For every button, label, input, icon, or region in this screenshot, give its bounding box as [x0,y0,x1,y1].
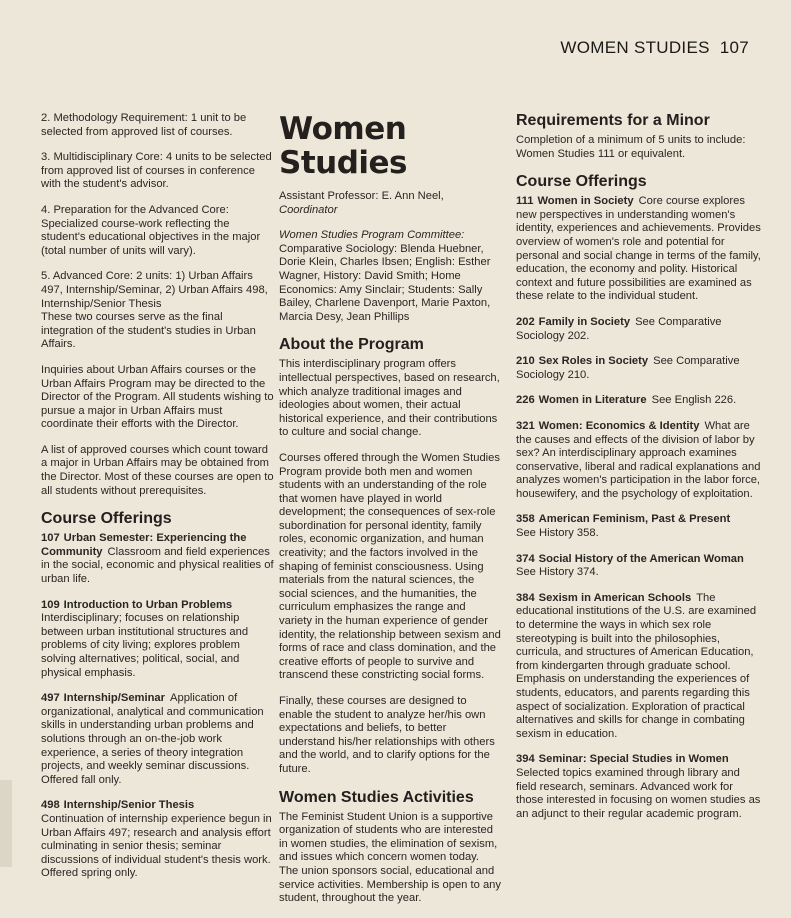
running-head [550,38,749,58]
department-title-line: Women [279,111,407,147]
course-number: 202 [516,315,535,328]
course-title: Introduction to Urban Problems [63,598,233,611]
section-heading-course-offerings: Course Offerings [516,173,647,191]
paragraph: Finally, these courses are designed to enable the student to analyze her/his own expectations and beliefs, to better understand his/her relationships with others and the world, and to clarify options for the future. [279,695,495,775]
paragraph: The Feminist Student Union is a supportive organization of students who are interested in women studies, the elimination of sexism, and issues which concern women today. The union sponsors social, educational and service activities. Membership is open to any student, throughout the year. [279,810,501,905]
course-description: Core course explores new perspectives in understanding women's identity, experiences and achievements. Provides overview of women's role and potential for personal and social change in terms of the family, education, the economy and polity. Historical context and future possibilities are examined as these relate to the individual student. [516,195,761,303]
course-title: Women: Economics & Identity [538,419,700,432]
course-description: The educational institutions of the U.S. are examined to determine the ways in which sex role stereotyping is built into the philosophies, curricula, and structures of American Education, from kindergarten through graduate school. Emphasis on understanding the experiences of students, educators, and parents regarding this aspect of socialization. Exploration of practical alternatives and skills for change in combating sexism in education. [516,591,757,740]
page-number: 107 [719,38,749,57]
course-title: Women in Literature [538,394,647,407]
course-title: Women in Society [537,195,634,208]
course-description: Classroom and field experiences in the social, economic and physical realities of urban life. [41,545,274,586]
paragraph: Completion of a minimum of 5 units to include: Women Studies 111 or equivalent. [516,134,746,160]
paragraph: 3. Multidisciplinary Core: 4 units to be selected from approved list of courses in conference with the student's advisor. [41,151,272,191]
course-entry [516,195,762,304]
course-number: 210 [516,355,535,368]
section-heading-about: About the Program [279,336,424,354]
column-urban-affairs [41,112,275,893]
course-entry [516,420,762,502]
course-entry [516,394,762,408]
faculty-role: Coordinator [279,203,338,216]
course-description: See Comparative Sociology 202. [516,315,722,342]
section-heading-activities: Women Studies Activities [279,788,474,806]
section-heading-course-offerings: Course Offerings [41,510,172,528]
course-entry [516,592,762,742]
course-description: What are the causes and effects of the division of labor by sex? An interdisciplinary approach examines conservative, liberal and radical explanations and analyzes women's participation in the labor force, housewifery, and the psychology of exploitation. [516,419,761,500]
faculty-line [279,190,501,217]
section-heading-minor: Requirements for a Minor [516,112,710,129]
course-entry [516,753,762,821]
course-title: Family in Society [538,315,631,328]
course-title: Sex Roles in Society [538,355,649,368]
course-title: Internship/Senior Thesis [63,799,195,812]
course-description: See Comparative Sociology 210. [516,355,740,381]
course-title: American Feminism, Past & Present [538,513,731,526]
column-women-studies [279,112,501,918]
course-title: Internship/Seminar [63,692,166,705]
paragraph: Courses offered through the Women Studies Program provide both men and women students with an understanding of the role that women have played in world development; the consequences of sex-role subordination for personal identity, family roles, economic organization, and human creativity; and the factors involved in the shaping of feminist consciousness. Using materials from the natural sciences, the social sciences, and the humanities, the curriculum emphasizes the range and variety in the human experience of gender identity, the relationship between sexism and forms of race and class domination, and the creative efforts of people to survive and transcend these constricting social forms. [279,451,501,682]
course-description: See History 358. [516,527,599,540]
course-number: 498 [41,799,60,812]
course-entry [41,692,275,787]
course-description: Continuation of internship experience begun in Urban Affairs 497; research and analysis effort culminating in senior thesis; seminar discussions of individual student's thesis work. Offered spring only. [41,812,272,880]
course-title: Sexism in American Schools [538,591,692,604]
course-description: See English 226. [651,394,737,407]
course-title: Social History of the American Woman [538,552,744,565]
paragraph: 4. Preparation for the Advanced Core: Specialized course-work reflecting the student's educational objectives in the major (total number of units will vary). [41,203,261,257]
course-number: 358 [516,513,535,526]
course-title: Seminar: Special Studies in Women [538,753,729,766]
course-description: See History 374. [516,566,599,579]
section-title: WOMEN STUDIES [560,38,710,57]
course-number: 107 [41,532,60,545]
committee-members: Comparative Sociology: Blenda Huebner, Dorie Klein, Charles Ibsen; English: Esther Wagner, History: David Smith; Home Economics: Amy Sinclair; Students: Sally Bailey, Charlene Davenport, Marie Paxton, Marcia Desy, Jean Phillips [279,242,491,323]
course-number: 111 [516,195,534,208]
course-entry [516,513,762,540]
course-entry [516,316,762,343]
paragraph: This interdisciplinary program offers intellectual perspectives, based on research, which analyze traditional images and ideologies about women, their actual historical experience, and their contributions to culture and social change. [279,358,500,439]
course-description: Selected topics examined through library and field research, seminars. Advanced work for those interested in focusing on women studies as an adjunct to their regular academic program. [516,766,761,820]
paragraph: 2. Methodology Requirement: 1 unit to be selected from approved list of courses. [41,112,247,138]
course-entry [516,553,762,580]
course-number: 384 [516,591,535,604]
committee [279,229,501,324]
paragraph: A list of approved courses which count toward a major in Urban Affairs may be obtained from the Director. Most of these courses are open to all students without prerequisites. [41,443,274,497]
department-title-line: Studies [279,145,408,181]
course-number: 394 [516,753,535,766]
course-number: 321 [516,419,535,432]
paragraph: Inquiries about Urban Affairs courses or the Urban Affairs Program may be directed to the Director of the Program. All students wishing to pursue a major in Urban Affairs must coordinate their efforts with the Director. [41,363,274,431]
page-edge-shadow [0,780,12,867]
committee-label: Women Studies Program Committee: [279,229,465,242]
paragraph: These two courses serve as the final integration of the student's studies in Urban Affairs. [41,311,256,351]
course-number: 226 [516,394,535,407]
column-minor-courses [516,112,762,833]
course-description: Application of organizational, analytical and communication skills in understanding urban problems and solutions through an on-the-job work experience, a series of theory integration projects, and weekly seminar discussions. Offered fall only. [41,692,264,786]
faculty-name: Assistant Professor: E. Ann Neel, [279,190,444,202]
course-entry [41,799,275,881]
course-number: 497 [41,692,60,705]
course-entry [41,532,275,586]
course-description: Interdisciplinary; focuses on relationship between urban institutional structures and problems of city living; explores problem solving alternatives; political, social, and physical emphasis. [41,612,249,679]
department-title [279,112,501,180]
course-title: Urban Semester: Experiencing the Community [41,532,247,558]
course-entry [516,355,762,382]
course-number: 374 [516,552,535,565]
paragraph: 5. Advanced Core: 2 units: 1) Urban Affairs 497, Internship/Seminar, 2) Urban Affairs 498, Internship/Senior Thesis [41,270,268,310]
course-number: 109 [41,598,60,611]
course-entry [41,599,275,681]
